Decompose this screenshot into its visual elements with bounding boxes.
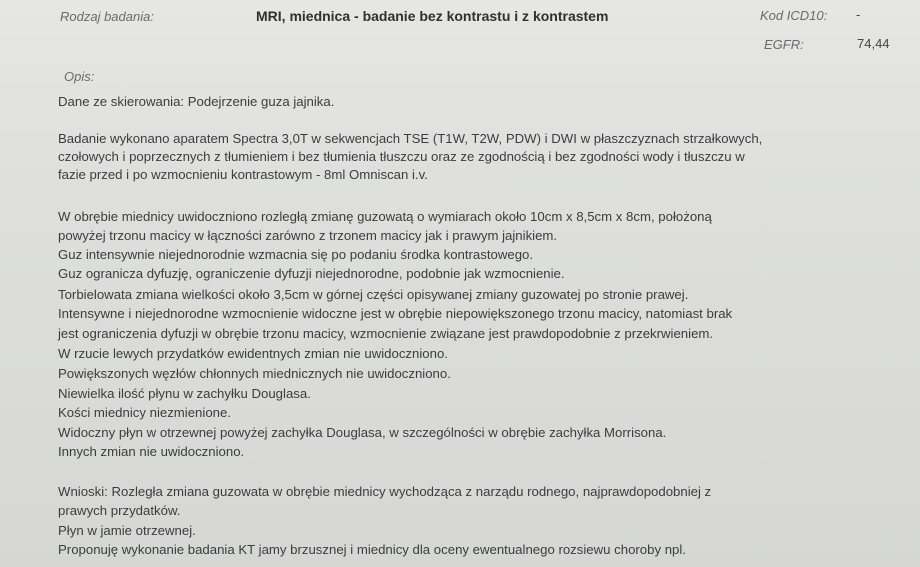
findings-line: W obrębie miednicy uwidoczniono rozległą zmianę guzowatą o wymiarach około 10cm x 8,5cm x 8cm, położoną [58,209,712,224]
findings-line: Guz ogranicza dyfuzję, ograniczenie dyfuzji niejednorodne, podobnie jak wzmocnienie. [58,266,565,281]
findings-line: jest ograniczenia dyfuzji w obrębie trzonu macicy, wzmocnienie związane jest prawdopodobnie z przekrwieniem. [58,326,714,341]
findings-line: Intensywne i niejednorodne wzmocnienie widoczne jest w obrębie niepowiększonego trzonu macicy, natomiast brak [58,306,733,321]
findings-line: Widoczny płyn w otrzewnej powyżej zachyłka Douglasa, w szczególności w obrębie zachyłka Morrisona. [58,425,667,440]
description-label: Opis: [64,69,95,84]
conclusion-line: Wnioski: Rozległa zmiana guzowata w obrębie miednicy wychodząca z narządu rodnego, najprawdopodobniej z [58,484,712,499]
findings-line: Niewielka ilość płynu w zachyłku Douglasa. [58,386,311,401]
findings-line: W rzucie lewych przydatków ewidentnych zmian nie uwidoczniono. [58,346,448,361]
technique-line: czołowych i poprzecznych z tłumieniem i bez tłumienia tłuszczu oraz ze zgodnością i bez zgodności wody i tłuszczu w [58,149,745,164]
findings-line: powyżej trzonu macicy w łączności zarówno z trzonem macicy jak i prawym jajnikiem. [58,228,558,243]
icd-label: Kod ICD10: [760,8,828,23]
findings-line: Innych zmian nie uwidoczniono. [58,444,245,459]
findings-line: Torbielowata zmiana wielkości około 3,5cm w górnej części opisywanej zmiany guzowatej po stronie prawej. [58,287,689,302]
exam-title: MRI, miednica - badanie bez kontrastu i z kontrastem [256,8,609,24]
technique-line: Badanie wykonano aparatem Spectra 3,0T w sekwencjach TSE (T1W, T2W, PDW) i DWI w płaszczyznach strzałkowych, [58,131,763,146]
conclusion-line: Płyn w jamie otrzewnej. [58,523,196,538]
findings-line: Guz intensywnie niejednorodnie wzmacnia się po podaniu środka kontrastowego. [58,247,534,262]
findings-line: Kości miednicy niezmienione. [58,405,231,420]
icd-value: - [856,7,861,22]
egfr-value: 74,44 [857,36,890,51]
conclusion-line: Proponuję wykonanie badania KT jamy brzusznej i miednicy dla oceny ewentualnego rozsiewu choroby npl. [58,542,686,557]
exam-type-label: Rodzaj badania: [60,9,154,24]
conclusion-line: prawych przydatków. [58,503,181,518]
referral-line: Dane ze skierowania: Podejrzenie guza jajnika. [58,94,335,109]
technique-line: fazie przed i po wzmocnieniu kontrastowym - 8ml Omniscan i.v. [58,167,428,182]
findings-line: Powiększonych węzłów chłonnych miednicznych nie uwidoczniono. [58,366,451,381]
egfr-label: EGFR: [764,37,804,52]
